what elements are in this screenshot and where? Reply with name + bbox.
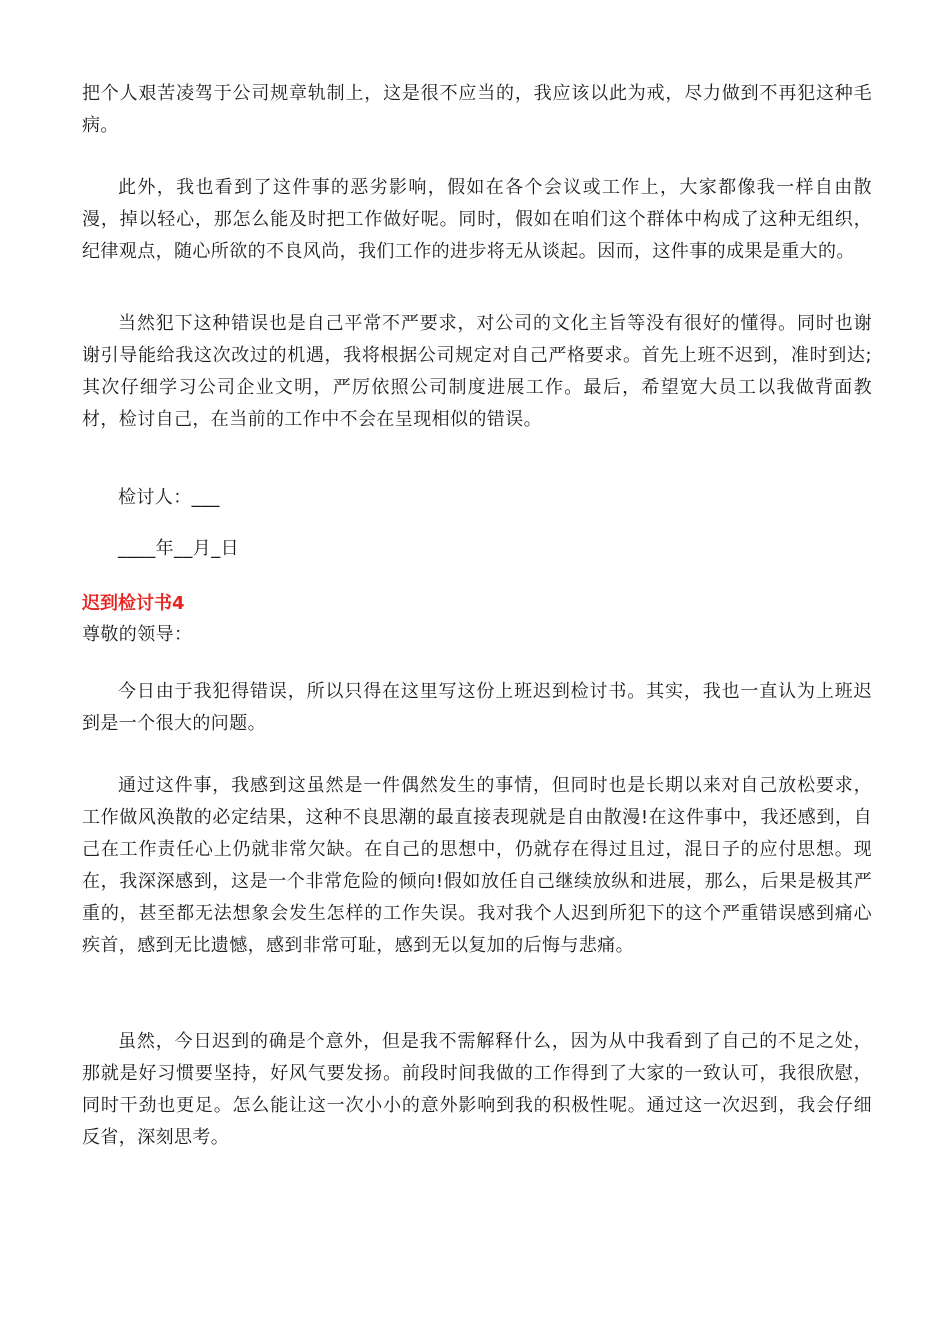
paragraph-5: 通过这件事，我感到这虽然是一件偶然发生的事情，但同时也是长期以来对自己放松要求，工作做风涣散的必定结果，这种不良思潮的最直接表现就是自由散漫!在这件事中，我还感到，自己在工作责任心上仍就非常欠缺。在自己的思想中，仍就存在得过且过，混日子的应付思想。现在，我深深感到，这是一个非常危险的倾向!假如放任自己继续放纵和进展，那么，后果是极其严重的，甚至都无法想象会发生怎样的工作失误。我对我个人迟到所犯下的这个严重错误感到痛心疾首，感到无比遗憾，感到非常可耻，感到无以复加的后悔与悲痛。 xyxy=(82,775,872,956)
paragraph-6: 虽然，今日迟到的确是个意外，但是我不需解释什么，因为从中我看到了自己的不足之处，那就是好习惯要坚持，好风气要发扬。前段时间我做的工作得到了大家的一致认可，我很欣慰，同时干劲也更足。怎么能让这一次小小的意外影响到我的积极性呢。通过这一次迟到，我会仔细反省，深刻思考。 xyxy=(82,1031,872,1148)
signature-line: 检讨人：___ xyxy=(118,487,220,508)
paragraph-3: 当然犯下这种错误也是自己平常不严要求，对公司的文化主旨等没有很好的懂得。同时也谢谢引导能给我这次改过的机遇，我将根据公司规定对自己严格要求。首先上班不迟到，准时到达;其次仔细学习公司企业文明，严厉依照公司制度进展工作。最后，希望宽大员工以我做背面教材，检讨自己，在当前的工作中不会在呈现相似的错误。 xyxy=(82,313,872,430)
salutation: 尊敬的领导： xyxy=(82,624,193,645)
paragraph-4: 今日由于我犯得错误，所以只得在这里写这份上班迟到检讨书。其实，我也一直认为上班迟到是一个很大的问题。 xyxy=(82,681,872,734)
paragraph-1: 把个人艰苦凌驾于公司规章轨制上，这是很不应当的，我应该以此为戒，尽力做到不再犯这种毛病。 xyxy=(82,83,872,136)
paragraph-2: 此外，我也看到了这件事的恶劣影响，假如在各个会议或工作上，大家都像我一样自由散漫，掉以轻心，那怎么能及时把工作做好呢。同时，假如在咱们这个群体中构成了这种无组织，纪律观点，随心所欲的不良风尚，我们工作的进步将无从谈起。因而，这件事的成果是重大的。 xyxy=(82,177,872,262)
date-line: ____年__月_日 xyxy=(118,538,239,559)
section-heading: 迟到检讨书4 xyxy=(82,593,185,614)
